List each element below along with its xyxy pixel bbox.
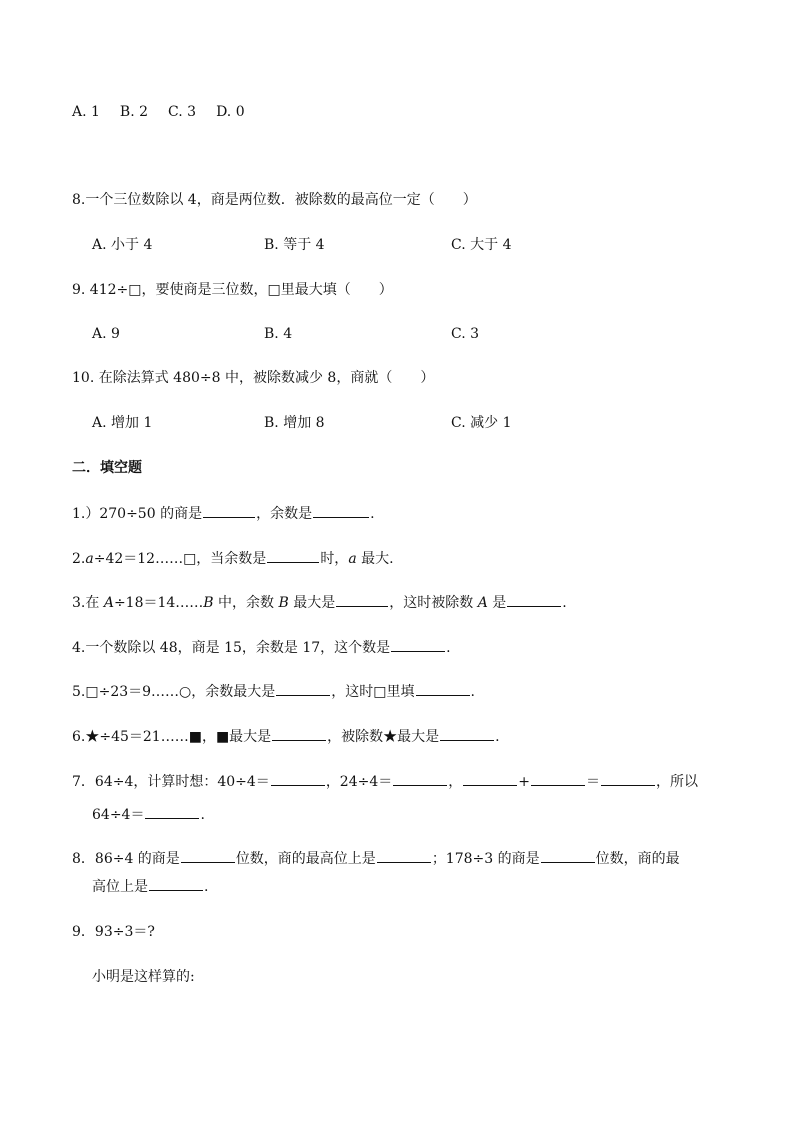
answer-blank[interactable] [267,548,319,563]
fill-8-cont: 高位上是 . [92,876,208,897]
fill-9-note: 小明是这样算的: [92,969,195,985]
q10-option-a: A. 增加 1 [92,415,153,431]
answer-blank[interactable] [203,503,255,518]
fill-7: 7．64÷4，计算时想：40÷4＝ ，24÷4＝ ， + ＝ ，所以 [72,771,698,792]
answer-blank[interactable] [313,503,369,518]
q9-option-b: B. 4 [264,326,293,342]
q7-options [72,102,245,122]
q9-option-c: C. 3 [451,326,480,342]
fill-4: 4.一个数除以 48，商是 15，余数是 17，这个数是 . [72,637,451,658]
q8-option-a: A. 小于 4 [92,237,153,253]
answer-blank[interactable] [601,771,655,786]
answer-blank[interactable] [149,876,203,891]
q8-option-c: C. 大于 4 [451,237,512,253]
fill-7-cont: 64÷4＝ . [92,804,205,825]
q7-option-d: D. 0 [216,104,245,120]
answer-blank[interactable] [336,592,388,607]
section-fill-in-title: 二．填空题 [72,460,142,476]
answer-blank[interactable] [181,848,235,863]
fill-8: 8．86÷4 的商是 位数，商的最高位上是 ；178÷3 的商是 位数，商的最 [72,848,680,869]
q7-option-c: C. 3 [168,104,197,120]
answer-blank[interactable] [440,726,494,741]
fill-5: 5.□÷23＝9……○，余数最大是 ，这时□里填 . [72,681,475,702]
q9-stem: 9. 412÷□，要使商是三位数，□里最大填（ ） [72,282,393,298]
answer-blank[interactable] [276,681,330,696]
answer-blank[interactable] [416,681,470,696]
answer-blank[interactable] [541,848,595,863]
q8-stem: 8.一个三位数除以 4，商是两位数．被除数的最高位一定（ ） [72,192,477,208]
q9-option-a: A. 9 [92,326,120,342]
answer-blank[interactable] [507,592,561,607]
fill-1: 1.）270÷50 的商是 ，余数是 . [72,503,375,524]
answer-blank[interactable] [463,771,517,786]
answer-blank[interactable] [393,771,447,786]
q8-option-b: B. 等于 4 [264,237,325,253]
answer-blank[interactable] [272,726,326,741]
q7-option-a: A. 1 [72,104,100,120]
answer-blank[interactable] [377,848,431,863]
answer-blank[interactable] [391,637,445,652]
q10-option-b: B. 增加 8 [264,415,325,431]
fill-9-stem: 9．93÷3＝? [72,924,155,940]
answer-blank[interactable] [145,804,199,819]
q10-option-c: C. 减少 1 [451,415,512,431]
answer-blank[interactable] [271,771,325,786]
fill-2: 2.a÷42＝12……□，当余数是 时，a 最大. [72,548,394,569]
fill-3: 3.在 A÷18＝14……B 中，余数 B 最大是 ，这时被除数 A 是 . [72,592,567,613]
q7-option-b: B. 2 [119,104,149,120]
q10-stem: 10. 在除法算式 480÷8 中，被除数减少 8，商就（ ） [72,370,435,386]
answer-blank[interactable] [531,771,585,786]
fill-6: 6.★÷45＝21……■，■最大是 ，被除数★最大是 . [72,726,500,747]
